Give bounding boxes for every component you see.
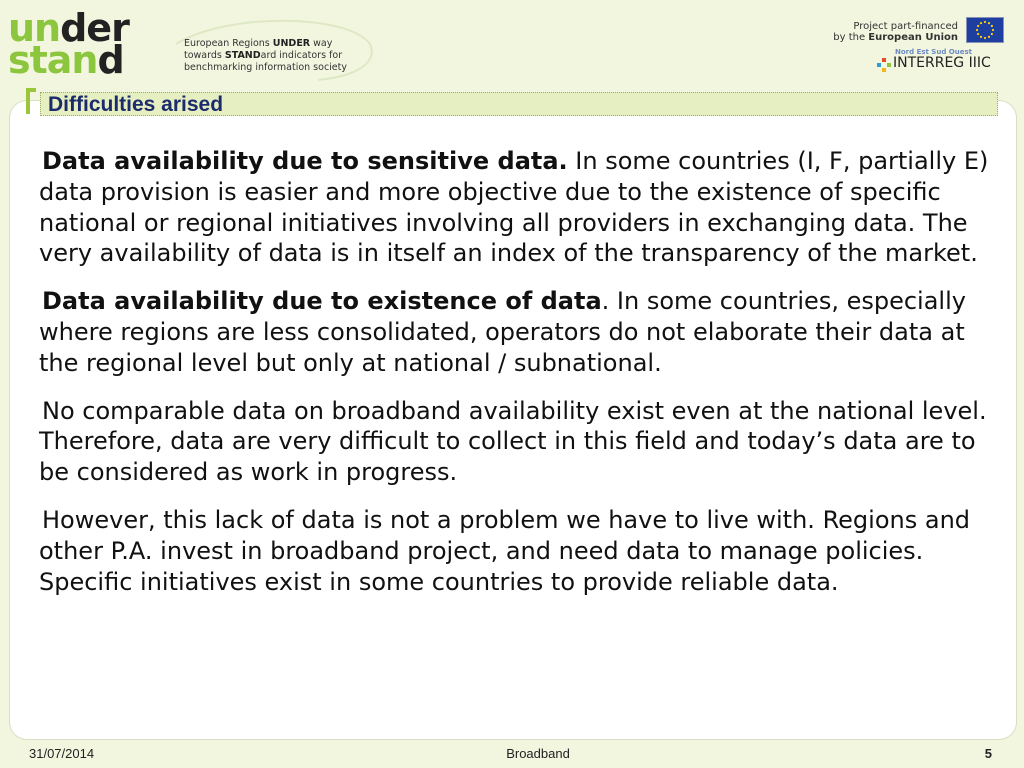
paragraph-sensitive-data (39, 146, 999, 269)
tagline-line-3: benchmarking information society (184, 62, 347, 73)
tagline-line-1: European Regions UNDER way (184, 38, 333, 49)
paragraph-lead: Data availability due to sensitive data. (42, 147, 568, 175)
footer-topic: Broadband (506, 746, 570, 761)
paragraph-lack-of-data (39, 505, 999, 597)
paragraph-existence-of-data (39, 286, 999, 378)
eu-funding-text (833, 21, 958, 43)
project-tagline (174, 18, 384, 82)
slide-title: Difficulties arised (48, 93, 224, 116)
tagline-text (184, 38, 347, 74)
paragraph-lead: Data availability due to existence of data (42, 287, 602, 316)
paragraph-text: No comparable data on broadband availability exist even at the national level. Therefore, data are very difficult to collect in this field and today’s data are to be considered as work in progress. (39, 396, 987, 487)
logo-line-2: stand (8, 38, 124, 82)
eu-line-1: Project part-financed (853, 21, 958, 32)
paragraph-text: In some countries (I, F, partially E) data provision is easier and more objective due to the existence of specific national or regional initiatives involving all providers in exchanging data. The very availability of data is in itself an index of the transparency of the market. (39, 147, 989, 268)
paragraph-text: . In some countries, especially where regions are less consolidated, operators do not elaborate their data at the regional level but only at national / subnational. (39, 287, 966, 377)
page-number: 5 (984, 746, 992, 761)
logo-line-1: under (8, 6, 129, 50)
footer-date: 31/07/2014 (29, 746, 95, 761)
understand-logo (8, 6, 168, 82)
paragraph-text: However, this lack of data is not a problem we have to live with. Regions and other P.A. invest in broadband project, and need data to manage policies. Specific initiatives exist in some countries to provide reliable data. (39, 505, 971, 596)
eu-flag-icon (966, 17, 1004, 43)
tagline-line-2: towards STANDard indicators for (184, 50, 343, 61)
slide-body (39, 146, 999, 614)
paragraph-broadband-availability (39, 396, 999, 488)
interreg-logo-text: INTERREG IIIC (893, 55, 991, 71)
title-bracket-icon (26, 88, 36, 114)
interreg-zone-label: Nord Est Sud Ouest (895, 48, 972, 56)
eu-line-2: by the European Union (833, 32, 958, 43)
interreg-dots-icon (877, 58, 891, 74)
